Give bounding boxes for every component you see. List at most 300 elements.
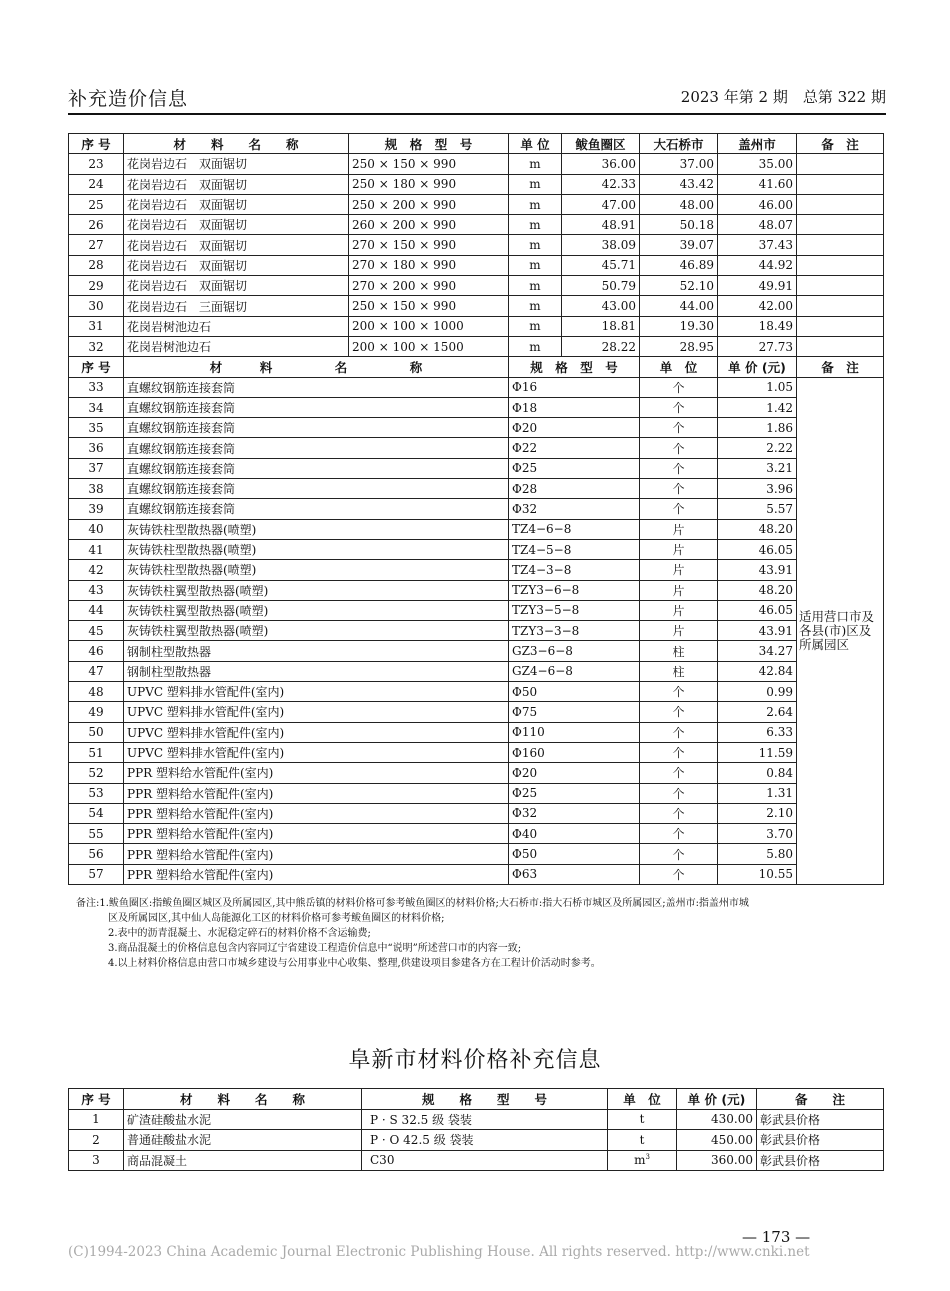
table1-cell: 42.00 <box>718 296 797 316</box>
table1-cell: m <box>509 154 562 174</box>
table2-cell: 6.33 <box>718 722 797 742</box>
table2-cell: 34.27 <box>718 641 797 661</box>
table3-cell: t <box>608 1109 677 1130</box>
table3-cell: 450.00 <box>677 1130 757 1151</box>
table2-cell: 1.31 <box>718 783 797 803</box>
table2-row <box>69 824 884 844</box>
table1-row <box>69 215 884 235</box>
table2-cell: 53 <box>69 783 124 803</box>
table2-cell: 55 <box>69 824 124 844</box>
table2-row <box>69 397 884 417</box>
table2-cell: 40 <box>69 519 124 539</box>
table1-cell: 29 <box>69 276 124 296</box>
table2-cell: 56 <box>69 844 124 864</box>
table2-cell: 51 <box>69 742 124 762</box>
table2-cell: 52 <box>69 763 124 783</box>
table2-cell: 灰铸铁柱翼型散热器(喷塑) <box>124 621 509 641</box>
table2-cell: Φ25 <box>509 783 640 803</box>
table1-header-cell: 规 格 型 号 <box>349 134 509 154</box>
table2-cell: PPR 塑料给水管配件(室内) <box>124 864 509 884</box>
table2-row <box>69 621 884 641</box>
table1-row <box>69 296 884 316</box>
table1-remark-cell <box>797 255 884 275</box>
table2-cell: 42.84 <box>718 661 797 681</box>
table1-cell: 花岗岩边石 双面锯切 <box>124 235 349 255</box>
table2-cell: Φ32 <box>509 803 640 823</box>
table2-row <box>69 519 884 539</box>
table1-header-row <box>69 134 884 154</box>
table1-cell: 52.10 <box>640 276 718 296</box>
table2-cell: 灰铸铁柱翼型散热器(喷塑) <box>124 580 509 600</box>
table2-cell: PPR 塑料给水管配件(室内) <box>124 783 509 803</box>
table3-row <box>69 1130 884 1151</box>
table2-cell: Φ110 <box>509 722 640 742</box>
table2-row <box>69 742 884 762</box>
table1-cell: 200 × 100 × 1000 <box>349 316 509 336</box>
table1-cell: m <box>509 215 562 235</box>
table1-cell: 28 <box>69 255 124 275</box>
table2-cell: TZY3−6−8 <box>509 580 640 600</box>
table1-cell: m <box>509 174 562 194</box>
table2-cell: 个 <box>640 418 718 438</box>
table2-cell: Φ40 <box>509 824 640 844</box>
table2-row <box>69 783 884 803</box>
table3-header-cell: 单 位 <box>608 1089 677 1110</box>
running-header-title: 补充造价信息 <box>68 88 189 110</box>
copyright-watermark: (C)1994-2023 China Academic Journal Electronic Publishing House. All rights reserved. http://www.cnki.net <box>68 1244 810 1260</box>
table1-cell: 27.73 <box>718 336 797 356</box>
table1-cell: m <box>509 194 562 214</box>
table2-cell: 48.20 <box>718 519 797 539</box>
table2-cell: 个 <box>640 682 718 702</box>
table2-cell: Φ18 <box>509 397 640 417</box>
table2-row <box>69 600 884 620</box>
table2-row <box>69 377 884 397</box>
table2-cell: 个 <box>640 438 718 458</box>
table2-cell: TZ4−5−8 <box>509 539 640 559</box>
table2-cell: 柱 <box>640 661 718 681</box>
table2-cell: 灰铸铁柱翼型散热器(喷塑) <box>124 600 509 620</box>
table2-row <box>69 580 884 600</box>
table2-cell: 1.42 <box>718 397 797 417</box>
table2-cell: 个 <box>640 722 718 742</box>
table1-cell: m <box>509 316 562 336</box>
table2-cell: Φ160 <box>509 742 640 762</box>
table2-row <box>69 844 884 864</box>
table1-row <box>69 255 884 275</box>
table2-cell: 0.99 <box>718 682 797 702</box>
table2-cell: 灰铸铁柱型散热器(喷塑) <box>124 519 509 539</box>
table1-row <box>69 194 884 214</box>
table1-cell: 43.42 <box>640 174 718 194</box>
table2-cell: PPR 塑料给水管配件(室内) <box>124 844 509 864</box>
table2-cell: Φ20 <box>509 418 640 438</box>
table1-remark-cell <box>797 215 884 235</box>
table1-cell: 26 <box>69 215 124 235</box>
table2-header-cell: 单 价 (元) <box>718 357 797 377</box>
table2-row <box>69 661 884 681</box>
note-line: 3.商品混凝土的价格信息包含内容同辽宁省建设工程造价信息中“说明”所述营口市的内容一致; <box>108 943 522 954</box>
table1-remark-cell <box>797 154 884 174</box>
table3-header-cell: 单 价 (元) <box>677 1089 757 1110</box>
table1-row <box>69 276 884 296</box>
table2-cell: 48 <box>69 682 124 702</box>
table2-row <box>69 722 884 742</box>
table1-cell: 花岗岩边石 双面锯切 <box>124 255 349 275</box>
table1-cell: 37.43 <box>718 235 797 255</box>
table2-cell: 5.80 <box>718 844 797 864</box>
table3-row <box>69 1150 884 1171</box>
table1-cell: 250 × 200 × 990 <box>349 194 509 214</box>
table2-cell: 灰铸铁柱型散热器(喷塑) <box>124 539 509 559</box>
table2-cell: 54 <box>69 803 124 823</box>
table1-row <box>69 235 884 255</box>
table2-cell: 50 <box>69 722 124 742</box>
table1-cell: m <box>509 255 562 275</box>
table1-cell: 28.22 <box>562 336 640 356</box>
table2-cell: 46.05 <box>718 600 797 620</box>
table2-cell: 5.57 <box>718 499 797 519</box>
table2-cell: UPVC 塑料排水管配件(室内) <box>124 682 509 702</box>
table1-cell: 30 <box>69 296 124 316</box>
table1-header-cell: 备 注 <box>797 134 884 154</box>
table1-cell: 270 × 200 × 990 <box>349 276 509 296</box>
table1-remark-cell <box>797 174 884 194</box>
table2-cell: 39 <box>69 499 124 519</box>
table1-cell: m <box>509 296 562 316</box>
table2-cell: 45 <box>69 621 124 641</box>
table2-cell: 44 <box>69 600 124 620</box>
table2-cell: TZ4−3−8 <box>509 560 640 580</box>
table1-cell: 32 <box>69 336 124 356</box>
table1-cell: 27 <box>69 235 124 255</box>
unit-superscript: 3 <box>645 1153 650 1162</box>
table1-remark-cell <box>797 296 884 316</box>
table1-cell: 花岗岩边石 双面锯切 <box>124 215 349 235</box>
table2-cell: 个 <box>640 742 718 762</box>
table1-cell: 250 × 150 × 990 <box>349 154 509 174</box>
table2-cell: 38 <box>69 479 124 499</box>
table1-cell: 49.91 <box>718 276 797 296</box>
table2-cell: Φ75 <box>509 702 640 722</box>
table1-cell: 28.95 <box>640 336 718 356</box>
table2-cell: 个 <box>640 458 718 478</box>
table2-cell: 33 <box>69 377 124 397</box>
table2-cell: 46.05 <box>718 539 797 559</box>
table2-cell: Φ20 <box>509 763 640 783</box>
issue-info: 2023 年第 2 期 总第 322 期 <box>680 88 886 106</box>
table1-cell: 25 <box>69 194 124 214</box>
table1-cell: 270 × 180 × 990 <box>349 255 509 275</box>
table1-cell: 46.89 <box>640 255 718 275</box>
table1-cell: 260 × 200 × 990 <box>349 215 509 235</box>
table2-cell: 0.84 <box>718 763 797 783</box>
table2-cell: Φ28 <box>509 479 640 499</box>
table1-cell: 37.00 <box>640 154 718 174</box>
table2-row <box>69 763 884 783</box>
table3-cell: P · S 32.5 级 袋装 <box>362 1109 608 1130</box>
table2-cell: 个 <box>640 377 718 397</box>
table2-header-cell: 序 号 <box>69 357 124 377</box>
table3-header-cell: 序 号 <box>69 1089 124 1110</box>
table3-cell: C30 <box>362 1150 608 1171</box>
table1-cell: 18.49 <box>718 316 797 336</box>
table2-cell: Φ25 <box>509 458 640 478</box>
table1-row <box>69 174 884 194</box>
table1-cell: 50.79 <box>562 276 640 296</box>
note-line: 4.以上材料价格信息由营口市城乡建设与公用事业中心收集、整理,供建设项目参建各方在工程计价活动时参考。 <box>108 958 601 969</box>
table3-cell: 430.00 <box>677 1109 757 1130</box>
table2-cell: 个 <box>640 844 718 864</box>
table2-cell: 个 <box>640 783 718 803</box>
table1-cell: 31 <box>69 316 124 336</box>
table2-cell: 个 <box>640 397 718 417</box>
table2-cell: 34 <box>69 397 124 417</box>
table1-header-cell: 序 号 <box>69 134 124 154</box>
table2-remark-cell: 适用营口市及各县(市)区及所属园区 <box>797 377 884 884</box>
table2-cell: 3.96 <box>718 479 797 499</box>
table2-cell: TZ4−6−8 <box>509 519 640 539</box>
table1-cell: 39.07 <box>640 235 718 255</box>
table1-remark-cell <box>797 316 884 336</box>
table2-cell: 个 <box>640 499 718 519</box>
table1-cell: 36.00 <box>562 154 640 174</box>
table2-cell: 37 <box>69 458 124 478</box>
table2-row <box>69 702 884 722</box>
table1-row <box>69 336 884 356</box>
table2-cell: 3.21 <box>718 458 797 478</box>
table2-cell: 直螺纹钢筋连接套筒 <box>124 418 509 438</box>
table2-cell: 3.70 <box>718 824 797 844</box>
table2-cell: GZ3−6−8 <box>509 641 640 661</box>
table3-cell: 商品混凝土 <box>124 1150 362 1171</box>
table2-row <box>69 803 884 823</box>
table2-cell: 直螺纹钢筋连接套筒 <box>124 438 509 458</box>
table2-cell: UPVC 塑料排水管配件(室内) <box>124 722 509 742</box>
table2-cell: 2.64 <box>718 702 797 722</box>
table1-cell: 48.91 <box>562 215 640 235</box>
table2-cell: 直螺纹钢筋连接套筒 <box>124 397 509 417</box>
table1-cell: 花岗岩边石 双面锯切 <box>124 174 349 194</box>
table1-row <box>69 154 884 174</box>
page-number: — 173 — <box>742 1228 811 1246</box>
table2-cell: 41 <box>69 539 124 559</box>
table2-row <box>69 458 884 478</box>
table1-cell: 花岗岩边石 双面锯切 <box>124 154 349 174</box>
table1-cell: 46.00 <box>718 194 797 214</box>
table2-header-row <box>69 357 884 377</box>
table3-cell: 2 <box>69 1130 124 1151</box>
table1-remark-cell <box>797 336 884 356</box>
table2-row <box>69 479 884 499</box>
table1-cell: 200 × 100 × 1500 <box>349 336 509 356</box>
table2-cell: 钢制柱型散热器 <box>124 641 509 661</box>
table1-cell: 18.81 <box>562 316 640 336</box>
table2-cell: 2.22 <box>718 438 797 458</box>
table2-cell: Φ63 <box>509 864 640 884</box>
table2-cell: 直螺纹钢筋连接套筒 <box>124 479 509 499</box>
table1-cell: 270 × 150 × 990 <box>349 235 509 255</box>
table2-cell: 1.05 <box>718 377 797 397</box>
table1-cell: 43.00 <box>562 296 640 316</box>
table2-header-cell: 备 注 <box>797 357 884 377</box>
table1-cell: 250 × 150 × 990 <box>349 296 509 316</box>
table2-row <box>69 418 884 438</box>
table2-cell: 直螺纹钢筋连接套筒 <box>124 377 509 397</box>
table3-header-row <box>69 1089 884 1110</box>
table2-row <box>69 438 884 458</box>
note-line: 2.表中的沥青混凝土、水泥稳定碎石的材料价格不含运输费; <box>108 928 371 939</box>
table2-cell: Φ32 <box>509 499 640 519</box>
table3-cell: $m^3$ <box>608 1150 677 1171</box>
price-table-fuxin <box>68 1088 884 1171</box>
table2-cell: 个 <box>640 702 718 722</box>
table2-cell: 57 <box>69 864 124 884</box>
table2-cell: 直螺纹钢筋连接套筒 <box>124 458 509 478</box>
table1-header-cell: 大石桥市 <box>640 134 718 154</box>
table2-cell: Φ50 <box>509 682 640 702</box>
table3-row <box>69 1109 884 1130</box>
table2-cell: 个 <box>640 824 718 844</box>
table2-cell: 直螺纹钢筋连接套筒 <box>124 499 509 519</box>
table3-cell: 3 <box>69 1150 124 1171</box>
table2-cell: Φ22 <box>509 438 640 458</box>
table2-cell: 42 <box>69 560 124 580</box>
table1-cell: 花岗岩树池边石 <box>124 316 349 336</box>
table2-cell: 灰铸铁柱型散热器(喷塑) <box>124 560 509 580</box>
table3-cell: 360.00 <box>677 1150 757 1171</box>
table2-header-cell: 材 料 名 称 <box>124 357 509 377</box>
table2-row <box>69 499 884 519</box>
table2-cell: 43.91 <box>718 621 797 641</box>
table2-cell: 个 <box>640 763 718 783</box>
table2-cell: 个 <box>640 803 718 823</box>
table2-cell: 片 <box>640 519 718 539</box>
table1-cell: 48.07 <box>718 215 797 235</box>
table2-cell: 2.10 <box>718 803 797 823</box>
table2-row <box>69 641 884 661</box>
table1-cell: 48.00 <box>640 194 718 214</box>
table2-cell: 片 <box>640 560 718 580</box>
table2-row <box>69 864 884 884</box>
table3-header-cell: 规 格 型 号 <box>362 1089 608 1110</box>
table1-cell: m <box>509 336 562 356</box>
table3-cell: t <box>608 1130 677 1151</box>
table1-cell: 花岗岩树池边石 <box>124 336 349 356</box>
table1-cell: 41.60 <box>718 174 797 194</box>
table2-cell: PPR 塑料给水管配件(室内) <box>124 803 509 823</box>
table2-cell: TZY3−5−8 <box>509 600 640 620</box>
table2-cell: 个 <box>640 479 718 499</box>
table3-header-cell: 材 料 名 称 <box>124 1089 362 1110</box>
table3-cell: 彰武县价格 <box>757 1150 884 1171</box>
table2-cell: 个 <box>640 864 718 884</box>
table1-cell: 23 <box>69 154 124 174</box>
table2-cell: 47 <box>69 661 124 681</box>
table2-cell: 35 <box>69 418 124 438</box>
table1-cell: 50.18 <box>640 215 718 235</box>
table1-header-cell: 材 料 名 称 <box>124 134 349 154</box>
table2-cell: 1.86 <box>718 418 797 438</box>
table2-cell: 49 <box>69 702 124 722</box>
table1-row <box>69 316 884 336</box>
table2-cell: 钢制柱型散热器 <box>124 661 509 681</box>
table3-header-cell: 备 注 <box>757 1089 884 1110</box>
table1-cell: 24 <box>69 174 124 194</box>
table2-cell: 11.59 <box>718 742 797 762</box>
table2-header-cell: 单 位 <box>640 357 718 377</box>
table1-remark-cell <box>797 235 884 255</box>
table2-cell: GZ4−6−8 <box>509 661 640 681</box>
table1-cell: 250 × 180 × 990 <box>349 174 509 194</box>
table1-header-cell: 盖州市 <box>718 134 797 154</box>
table3-cell: 1 <box>69 1109 124 1130</box>
table2-cell: 43.91 <box>718 560 797 580</box>
table2-cell: 43 <box>69 580 124 600</box>
table1-header-cell: 鲅鱼圈区 <box>562 134 640 154</box>
table3-cell: P · O 42.5 级 袋装 <box>362 1130 608 1151</box>
table3-cell: 矿渣硅酸盐水泥 <box>124 1109 362 1130</box>
table3-cell: 彰武县价格 <box>757 1130 884 1151</box>
table1-cell: 45.71 <box>562 255 640 275</box>
table2-row <box>69 539 884 559</box>
table1-cell: 47.00 <box>562 194 640 214</box>
table1-cell: m <box>509 235 562 255</box>
table2-cell: 48.20 <box>718 580 797 600</box>
table2-cell: 36 <box>69 438 124 458</box>
table2-cell: TZY3−3−8 <box>509 621 640 641</box>
table2-cell: PPR 塑料给水管配件(室内) <box>124 824 509 844</box>
table2-cell: 46 <box>69 641 124 661</box>
table3-cell: 彰武县价格 <box>757 1109 884 1130</box>
table1-cell: 44.00 <box>640 296 718 316</box>
notes-block <box>76 896 896 971</box>
table2-row <box>69 682 884 702</box>
table2-cell: 片 <box>640 539 718 559</box>
table2-cell: Φ16 <box>509 377 640 397</box>
table2-header-cell: 规 格 型 号 <box>509 357 640 377</box>
table1-cell: m <box>509 276 562 296</box>
table1-cell: 花岗岩边石 双面锯切 <box>124 194 349 214</box>
table2-cell: UPVC 塑料排水管配件(室内) <box>124 742 509 762</box>
table2-cell: UPVC 塑料排水管配件(室内) <box>124 702 509 722</box>
table2-cell: 片 <box>640 580 718 600</box>
table1-remark-cell <box>797 276 884 296</box>
note-line: 备注:1.鲅鱼圈区:指鲅鱼圈区城区及所属园区,其中熊岳镇的材料价格可参考鲅鱼圈区的材料价格;大石桥市:指大石桥市城区及所属园区;盖州市:指盖州市城 <box>76 898 749 909</box>
price-table-yingkou <box>68 133 884 885</box>
table1-cell: 花岗岩边石 双面锯切 <box>124 276 349 296</box>
table2-cell: 柱 <box>640 641 718 661</box>
table3-cell: 普通硅酸盐水泥 <box>124 1130 362 1151</box>
table1-cell: 花岗岩边石 三面锯切 <box>124 296 349 316</box>
table2-cell: Φ50 <box>509 844 640 864</box>
table1-header-cell: 单 位 <box>509 134 562 154</box>
header-rule <box>68 113 886 115</box>
table1-cell: 42.33 <box>562 174 640 194</box>
table2-cell: PPR 塑料给水管配件(室内) <box>124 763 509 783</box>
table1-remark-cell <box>797 194 884 214</box>
section-title-fuxin: 阜新市材料价格补充信息 <box>348 1048 602 1073</box>
table1-cell: 19.30 <box>640 316 718 336</box>
table1-cell: 35.00 <box>718 154 797 174</box>
note-line: 区及所属园区,其中仙人岛能源化工区的材料价格可参考鲅鱼圈区的材料价格; <box>108 913 445 924</box>
table1-cell: 38.09 <box>562 235 640 255</box>
table2-cell: 片 <box>640 600 718 620</box>
table2-row <box>69 560 884 580</box>
table2-cell: 片 <box>640 621 718 641</box>
table1-cell: 44.92 <box>718 255 797 275</box>
table2-cell: 10.55 <box>718 864 797 884</box>
